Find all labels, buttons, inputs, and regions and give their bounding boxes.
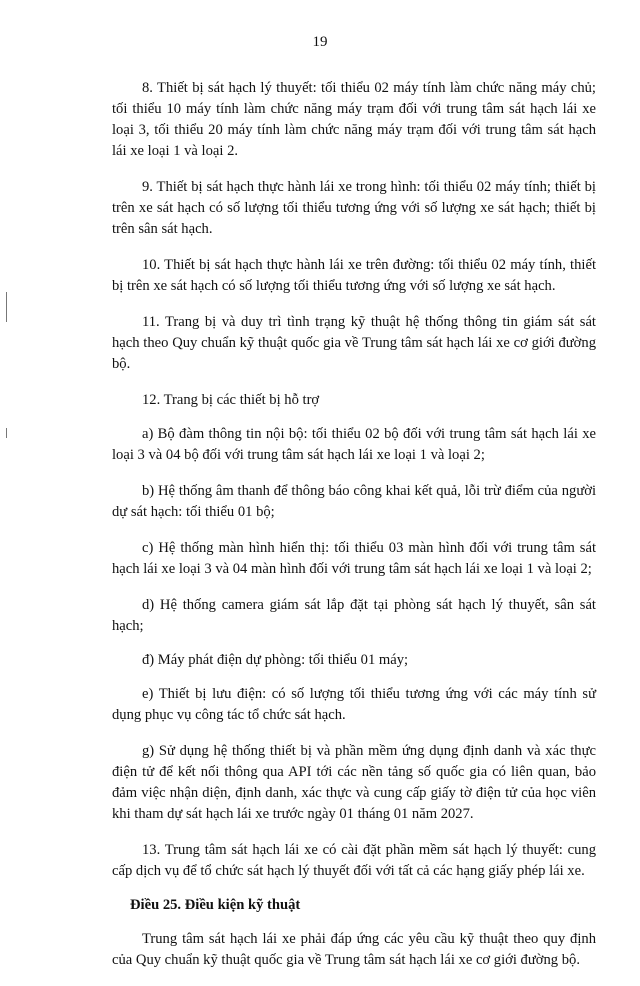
paragraph-item-10: 10. Thiết bị sát hạch thực hành lái xe trên đường: tối thiểu 02 máy tính, thiết bị trên xe sát hạch có số lượng tối thiểu tương ứng với số lượng xe sát hạch. [112, 257, 596, 294]
scan-margin-mark [6, 292, 7, 322]
article-heading: Điều 25. Điều kiện kỹ thuật [130, 897, 301, 913]
page-number: 19 [312, 34, 328, 50]
article-body: Trung tâm sát hạch lái xe phải đáp ứng các yêu cầu kỹ thuật theo quy định của Quy chuẩn kỹ thuật quốc gia về Trung tâm sát hạch lái xe cơ giới đường bộ. [112, 931, 596, 968]
paragraph-item-8: 8. Thiết bị sát hạch lý thuyết: tối thiểu 02 máy tính làm chức năng máy chủ; tối thiểu 10 máy tính làm chức năng máy trạm đối với trung tâm sát hạch lái xe loại 3, tối thiểu 20 máy tính làm chức năng máy trạm đối với trung tâm sát hạch lái xe loại 1 và loại 2. [112, 80, 596, 159]
document-body [112, 78, 596, 986]
paragraph-item-12e: e) Thiết bị lưu điện: có số lượng tối thiểu tương ứng với các máy tính sử dụng phục vụ công tác tổ chức sát hạch. [112, 686, 596, 723]
paragraph-item-12: 12. Trang bị các thiết bị hỗ trợ [142, 392, 320, 408]
scan-margin-mark [6, 428, 7, 438]
paragraph-item-12b: b) Hệ thống âm thanh để thông báo công khai kết quả, lỗi trừ điểm của người dự sát hạch: tối thiểu 01 bộ; [112, 483, 596, 520]
paragraph-item-9: 9. Thiết bị sát hạch thực hành lái xe trong hình: tối thiểu 02 máy tính; thiết bị trên xe sát hạch có số lượng tối thiểu tương ứng với số lượng xe sát hạch; thiết bị trên sân sát hạch. [112, 179, 596, 237]
paragraph-item-12d: d) Hệ thống camera giám sát lắp đặt tại phòng sát hạch lý thuyết, sân sát hạch; [112, 597, 596, 634]
paragraph-item-13: 13. Trung tâm sát hạch lái xe có cài đặt phần mềm sát hạch lý thuyết: cung cấp dịch vụ để tổ chức sát hạch lý thuyết đối với tất cả các hạng giấy phép lái xe. [112, 842, 596, 879]
paragraph-item-12g: g) Sử dụng hệ thống thiết bị và phần mềm ứng dụng định danh và xác thực điện tử để kết nối thông qua API tới các nền tảng số quốc gia có liên quan, bảo đảm việc nhận diện, định danh, xác thực và cung cấp giấy tờ điện tử của học viên khi tham dự sát hạch lái xe trước ngày 01 tháng 01 năm 2027. [112, 743, 596, 822]
paragraph-item-12c: c) Hệ thống màn hình hiển thị: tối thiểu 03 màn hình đối với trung tâm sát hạch lái xe loại 3 và 04 màn hình đối với trung tâm sát hạch lái xe loại 1 và loại 2; [112, 540, 596, 577]
paragraph-item-11: 11. Trang bị và duy trì tình trạng kỹ thuật hệ thống thông tin giám sát sát hạch theo Quy chuẩn kỹ thuật quốc gia về Trung tâm sát hạch lái xe cơ giới đường bộ. [112, 314, 596, 372]
paragraph-item-12a: a) Bộ đàm thông tin nội bộ: tối thiểu 02 bộ đối với trung tâm sát hạch lái xe loại 3 và 04 bộ đối với trung tâm sát hạch lái xe loại 1 và loại 2; [112, 426, 596, 463]
paragraph-item-12dd: đ) Máy phát điện dự phòng: tối thiểu 01 máy; [142, 652, 409, 668]
